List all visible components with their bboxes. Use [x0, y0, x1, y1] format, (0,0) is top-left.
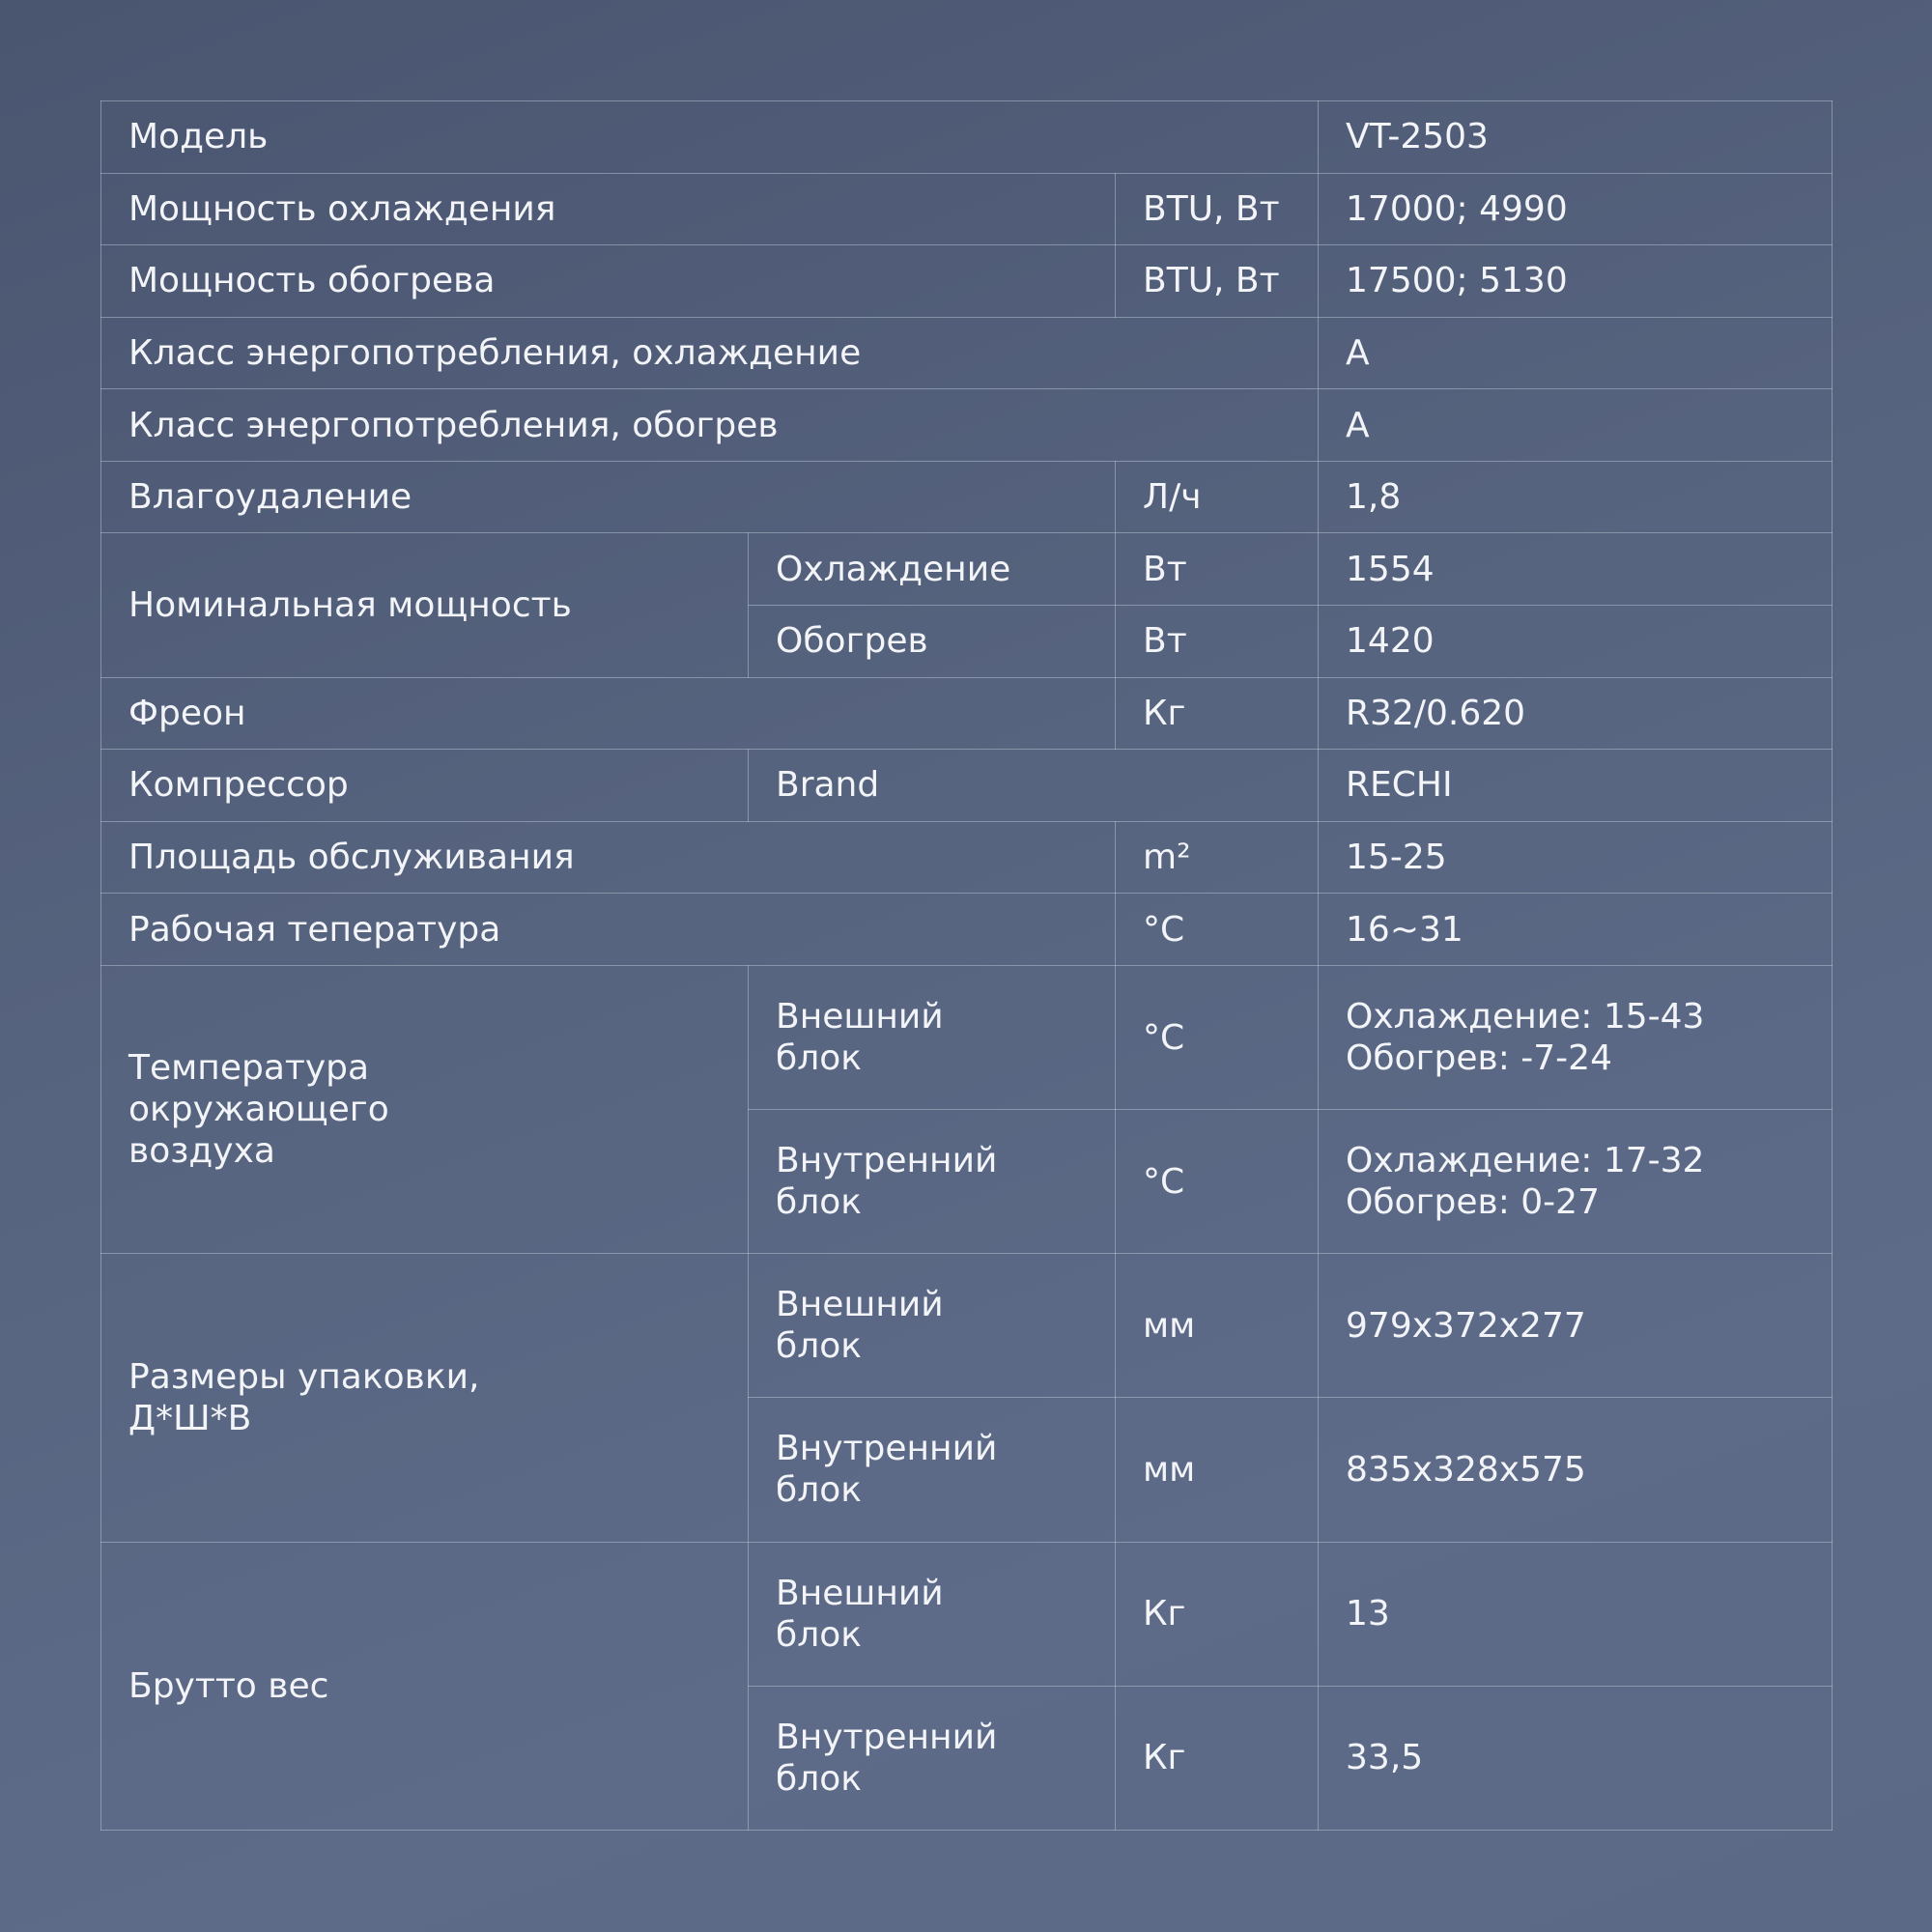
- label-package-size: [101, 1254, 749, 1542]
- sub-ambient-temp-indoor: Внутренний блок: [749, 1110, 1116, 1254]
- unit-gross-weight-indoor: Кг: [1116, 1686, 1319, 1830]
- value-ambient-temp-indoor-cooling: Охлаждение: 17-32: [1346, 1141, 1705, 1181]
- value-heating-power: 17500; 5130: [1319, 245, 1833, 318]
- value-compressor: RECHI: [1319, 750, 1833, 822]
- value-package-size-indoor: 835x328x575: [1319, 1398, 1833, 1542]
- label-cooling-power: Мощность охлаждения: [101, 173, 1116, 245]
- value-model: VT-2503: [1319, 101, 1833, 174]
- row-dehumidification: [101, 461, 1833, 533]
- label-energy-class-heating: Класс энергопотребления, обогрев: [101, 389, 1319, 462]
- unit-freon: Кг: [1116, 677, 1319, 750]
- value-service-area: 15-25: [1319, 821, 1833, 894]
- value-ambient-temp-indoor: [1319, 1110, 1833, 1254]
- label-heating-power: Мощность обогрева: [101, 245, 1116, 318]
- value-rated-power-cooling: 1554: [1319, 533, 1833, 606]
- unit-service-area: m²: [1116, 821, 1319, 894]
- unit-ambient-temp-outdoor: °C: [1116, 965, 1319, 1109]
- unit-gross-weight-outdoor: Кг: [1116, 1542, 1319, 1686]
- label-operating-temp: Рабочая тепература: [101, 894, 1116, 966]
- sub-rated-power-heating: Обогрев: [749, 606, 1116, 678]
- unit-package-size-outdoor: мм: [1116, 1254, 1319, 1398]
- row-heating-power: [101, 245, 1833, 318]
- row-ambient-temp-outdoor: [101, 965, 1833, 1109]
- sub-gross-weight-outdoor: Внешний блок: [749, 1542, 1116, 1686]
- value-ambient-temp-outdoor-heating: Обогрев: -7-24: [1346, 1038, 1612, 1079]
- label-rated-power: Номинальная мощность: [101, 533, 749, 677]
- sub-ambient-temp-outdoor: Внешний блок: [749, 965, 1116, 1109]
- value-operating-temp: 16~31: [1319, 894, 1833, 966]
- value-energy-class-heating: A: [1319, 389, 1833, 462]
- row-freon: [101, 677, 1833, 750]
- sub-gross-weight-indoor: Внутренний блок: [749, 1686, 1116, 1830]
- row-rated-power-cooling: [101, 533, 1833, 606]
- unit-operating-temp: °C: [1116, 894, 1319, 966]
- value-ambient-temp-indoor-heating: Обогрев: 0-27: [1346, 1182, 1600, 1223]
- label-model: Модель: [101, 101, 1319, 174]
- value-ambient-temp-outdoor-cooling: Охлаждение: 15-43: [1346, 997, 1705, 1037]
- sub-package-size-outdoor: Внешний блок: [749, 1254, 1116, 1398]
- value-gross-weight-indoor: 33,5: [1319, 1686, 1833, 1830]
- row-energy-class-heating: [101, 389, 1833, 462]
- label-ambient-temp-text: Температура окружающего воздуха: [128, 1048, 389, 1172]
- value-gross-weight-outdoor: 13: [1319, 1542, 1833, 1686]
- label-ambient-temp: [101, 965, 749, 1253]
- label-package-size-text: Размеры упаковки, Д*Ш*В: [128, 1356, 480, 1438]
- label-dehumidification: Влагоудаление: [101, 461, 1116, 533]
- row-service-area: [101, 821, 1833, 894]
- unit-package-size-indoor: мм: [1116, 1398, 1319, 1542]
- value-dehumidification: 1,8: [1319, 461, 1833, 533]
- sub-rated-power-cooling: Охлаждение: [749, 533, 1116, 606]
- label-freon: Фреон: [101, 677, 1116, 750]
- label-service-area: Площадь обслуживания: [101, 821, 1116, 894]
- spec-table: [100, 100, 1833, 1831]
- value-package-size-outdoor: 979x372x277: [1319, 1254, 1833, 1398]
- row-gross-weight-outdoor: [101, 1542, 1833, 1686]
- unit-cooling-power: BTU, Вт: [1116, 173, 1319, 245]
- row-cooling-power: [101, 173, 1833, 245]
- row-energy-class-cooling: [101, 317, 1833, 389]
- unit-rated-power-cooling: Вт: [1116, 533, 1319, 606]
- unit-ambient-temp-indoor: °C: [1116, 1110, 1319, 1254]
- row-model: [101, 101, 1833, 174]
- unit-rated-power-heating: Вт: [1116, 606, 1319, 678]
- unit-dehumidification: Л/ч: [1116, 461, 1319, 533]
- unit-heating-power: BTU, Вт: [1116, 245, 1319, 318]
- value-rated-power-heating: 1420: [1319, 606, 1833, 678]
- label-energy-class-cooling: Класс энергопотребления, охлаждение: [101, 317, 1319, 389]
- sub-package-size-indoor: Внутренний блок: [749, 1398, 1116, 1542]
- value-ambient-temp-outdoor: [1319, 965, 1833, 1109]
- label-gross-weight: Брутто вес: [101, 1542, 749, 1830]
- row-compressor: [101, 750, 1833, 822]
- value-energy-class-cooling: A: [1319, 317, 1833, 389]
- row-package-size-outdoor: [101, 1254, 1833, 1398]
- row-operating-temp: [101, 894, 1833, 966]
- value-freon: R32/0.620: [1319, 677, 1833, 750]
- sub-compressor: Brand: [749, 750, 1319, 822]
- label-compressor: Компрессор: [101, 750, 749, 822]
- value-cooling-power: 17000; 4990: [1319, 173, 1833, 245]
